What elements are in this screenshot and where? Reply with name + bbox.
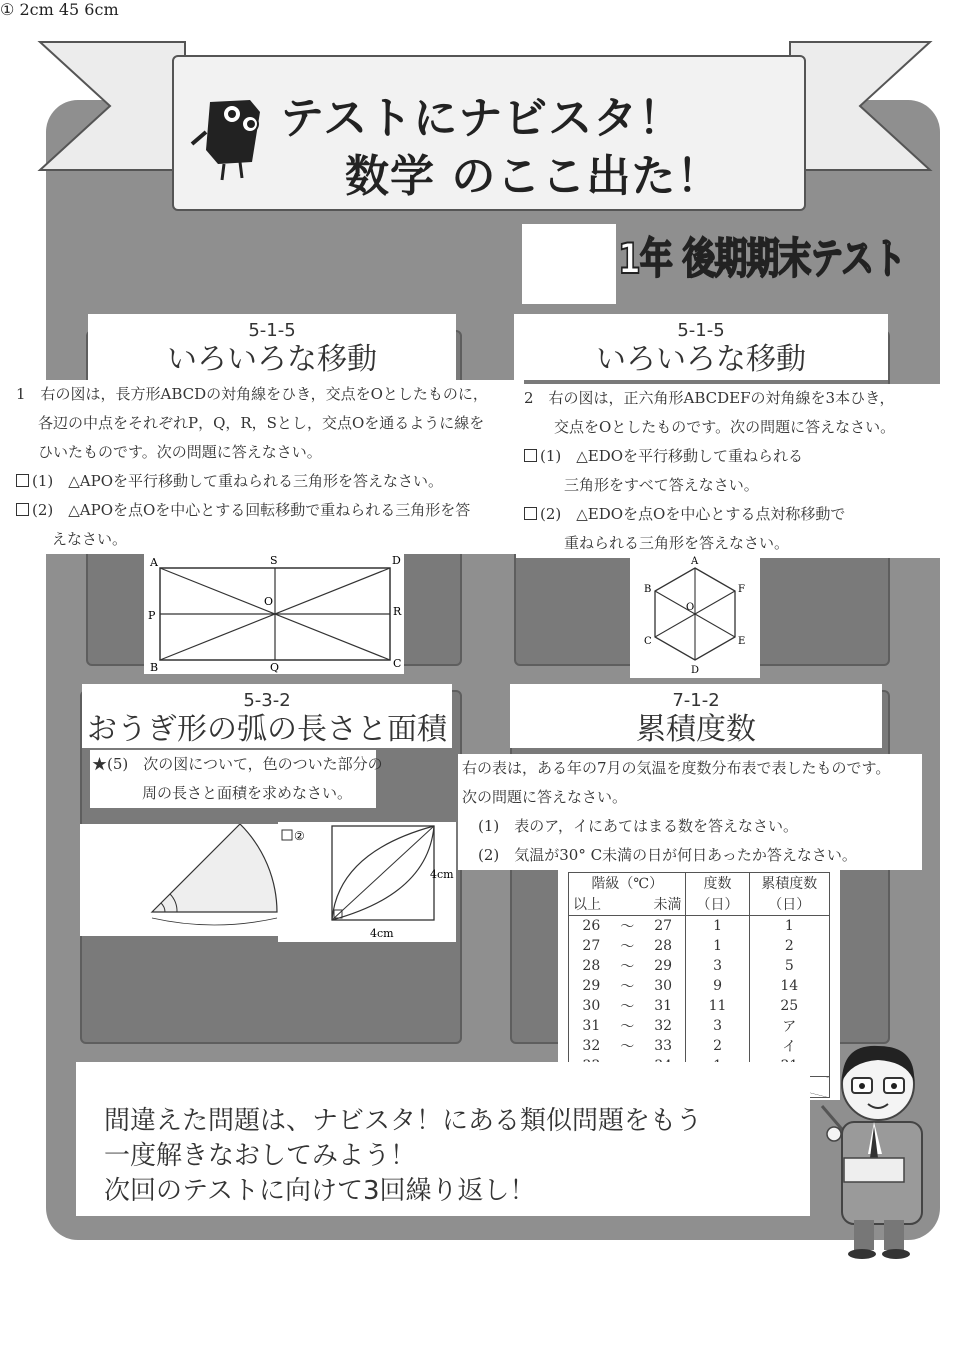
point-label: D (691, 665, 700, 676)
question-text: 周の長さと面積を求めなさい。 (142, 784, 353, 802)
question-text: 各辺の中点をそれぞれP，Q，R，Sとし，交点Oを通るように線を (38, 414, 485, 432)
section-name: 累積度数 (636, 712, 756, 747)
footer-line: 間違えた問題は、ナビスタ！にある類似問題をもう (104, 1106, 703, 1136)
square-figure-2 (278, 822, 456, 942)
question-text: 右の表は，ある年の7月の気温を度数分布表で表したものです。 (462, 759, 891, 777)
question-item: (2) 気温が30° C未満の日が何日あったか答えなさい。 (478, 846, 857, 864)
dimension-label: 4cm (370, 927, 394, 940)
footer-message (76, 1062, 810, 1216)
point-label: C (644, 636, 652, 647)
section-name: いろいろな移動 (596, 342, 806, 377)
question-item: (1) △APOを平行移動して重ねられる三角形を答えなさい。 (32, 472, 444, 490)
point-label: P (148, 609, 156, 622)
name-box (522, 224, 616, 304)
question-item: 重ねられる三角形を答えなさい。 (564, 534, 790, 552)
frequency-cell: 3 (686, 956, 749, 976)
checkbox[interactable] (524, 507, 537, 520)
upper-bound: 31 (641, 996, 686, 1016)
upper-bound: 30 (641, 976, 686, 996)
frequency-cell: 2 (686, 1036, 749, 1056)
table-row (569, 996, 830, 1016)
table-row (569, 956, 830, 976)
question-item: (1) 表のア，イにあてはまる数を答えなさい。 (478, 817, 799, 835)
cumulative-cell: ア (749, 1016, 829, 1036)
footer-line: 一度解きなおしてみよう！ (104, 1141, 417, 1171)
checkbox[interactable] (524, 449, 537, 462)
point-label: O (264, 595, 274, 608)
frequency-cell: 9 (686, 976, 749, 996)
sector-figure-1 (80, 824, 280, 936)
footer-line: 次回のテストに向けて3回繰り返し！ (104, 1176, 536, 1206)
lower-header: 以上 (569, 893, 614, 916)
section-code: 5-3-2 (243, 690, 291, 711)
range-sep: ～ (620, 1039, 635, 1055)
table-row (569, 916, 830, 937)
table-row (569, 1036, 830, 1056)
point-label: B (644, 584, 652, 595)
question-cumulative (458, 754, 922, 870)
lower-bound: 30 (569, 996, 614, 1016)
cumulative-cell: 25 (749, 996, 829, 1016)
section-code: 5-1-5 (248, 320, 296, 341)
point-label: E (738, 636, 746, 647)
lower-bound: 26 (569, 916, 614, 937)
question-item: (2) △APOを点Oを中心とする回転移動で重ねられる三角形を答 (32, 501, 471, 519)
section-header (514, 314, 888, 380)
dimension-label: 2cm (19, 0, 54, 19)
rectangle-figure (144, 552, 404, 674)
point-label: F (738, 584, 745, 595)
lower-bound: 32 (569, 1036, 614, 1056)
cumulative-cell: 1 (749, 916, 829, 937)
figure-label: ② (294, 829, 305, 843)
point-label: D (392, 554, 401, 567)
question-text: 1 右の図は，長方形ABCDの対角線をひき，交点をOとしたものに， (16, 385, 488, 403)
question-5 (90, 750, 383, 808)
section-header (510, 684, 882, 748)
title-line-1: テストにナビスタ！ (280, 93, 684, 144)
point-label: A (150, 556, 158, 569)
table-row (569, 976, 830, 996)
upper-bound: 28 (641, 936, 686, 956)
table-row (569, 936, 830, 956)
upper-header: 未満 (641, 893, 686, 916)
question-2 (516, 384, 944, 558)
dimension-label: 6cm (84, 0, 119, 19)
range-sep: ～ (620, 959, 635, 975)
cumulative-cell: 5 (749, 956, 829, 976)
range-sep: ～ (620, 919, 635, 935)
cumulative-cell: イ (749, 1036, 829, 1056)
checkbox[interactable] (16, 474, 29, 487)
frequency-cell: 1 (686, 936, 749, 956)
question-text: 次の問題に答えなさい。 (462, 788, 628, 806)
point-label: Q (270, 661, 280, 674)
question-text: ひいたものです。次の問題に答えなさい。 (38, 443, 322, 461)
checkbox[interactable] (16, 503, 29, 516)
section-code: 5-1-5 (677, 320, 725, 341)
point-label: O (686, 602, 695, 613)
section-code: 7-1-2 (672, 690, 720, 711)
question-1 (8, 380, 524, 554)
question-item: (1) △EDOを平行移動して重ねられる (540, 447, 804, 465)
title-line-2: 数学 のここ出た！ (345, 151, 722, 202)
figure-label: ① (0, 0, 15, 19)
point-label: R (393, 605, 402, 618)
angle-label: 45 (58, 0, 80, 19)
lower-bound: 29 (569, 976, 614, 996)
lower-bound: 28 (569, 956, 614, 976)
exam-name: 1年 後期期末テスト (618, 234, 906, 283)
question-text: 交点をOとしたものです。次の問題に答えなさい。 (554, 418, 896, 436)
table-row (569, 1016, 830, 1036)
unit-label: （日） (749, 893, 829, 916)
unit-label: （日） (686, 893, 749, 916)
cum-header: 累積度数 (749, 873, 829, 894)
teacher-illustration (812, 1034, 932, 1260)
upper-bound: 27 (641, 916, 686, 937)
section-header (88, 314, 456, 380)
dimension-label: 4cm (430, 868, 454, 881)
upper-bound: 29 (641, 956, 686, 976)
section-name: いろいろな移動 (167, 342, 377, 377)
section-name: おうぎ形の弧の長さと面積 (87, 712, 447, 747)
point-label: S (270, 554, 278, 567)
question-item: 三角形をすべて答えなさい。 (564, 476, 759, 494)
range-sep: ～ (620, 1019, 635, 1035)
frequency-cell: 11 (686, 996, 749, 1016)
mascot-icon (190, 92, 270, 182)
frequency-cell: 3 (686, 1016, 749, 1036)
cumulative-cell: 2 (749, 936, 829, 956)
cumulative-cell: 14 (749, 976, 829, 996)
freq-header: 度数 (686, 873, 749, 894)
range-sep: ～ (620, 979, 635, 995)
point-label: C (393, 657, 402, 670)
question-item: (2) △EDOを点Oを中心とする点対称移動で (540, 505, 846, 523)
upper-bound: 32 (641, 1016, 686, 1036)
class-header: 階級（℃） (569, 873, 686, 894)
upper-bound: 33 (641, 1036, 686, 1056)
hexagon-figure (630, 552, 760, 678)
question-item: えなさい。 (52, 530, 128, 548)
range-sep: ～ (620, 999, 635, 1015)
lower-bound: 27 (569, 936, 614, 956)
range-sep: ～ (620, 939, 635, 955)
point-label: B (150, 661, 159, 674)
point-label: A (691, 556, 699, 567)
section-header (82, 684, 452, 748)
question-text: 2 右の図は，正六角形ABCDEFの対角線を3本ひき， (524, 389, 895, 407)
lower-bound: 31 (569, 1016, 614, 1036)
frequency-cell: 1 (686, 916, 749, 937)
question-text: ★(5) 次の図について，色のついた部分の (92, 755, 383, 773)
